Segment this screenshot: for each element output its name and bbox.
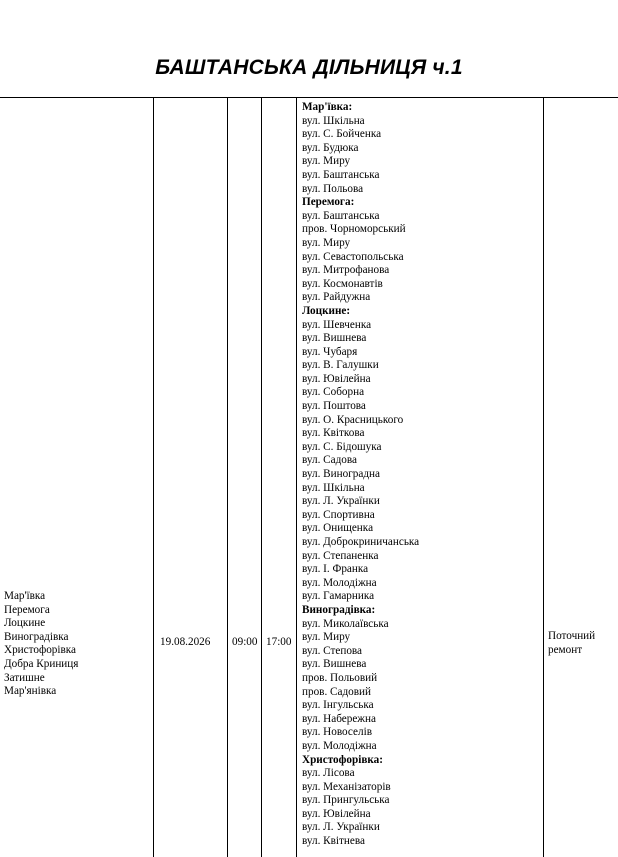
reason-text: Поточний (548, 630, 596, 642)
reason-text: ремонт (548, 644, 583, 656)
street-name: вул. Космонавтів (302, 277, 383, 290)
street-name: пров. Садовий (302, 685, 372, 698)
outage-date: 19.08.2026 (160, 636, 211, 648)
street-name: вул. Механізаторів (302, 780, 391, 793)
street-name: вул. Баштанська (302, 209, 380, 222)
street-name: вул. Митрофанова (302, 264, 390, 277)
settlement-name: Добра Криниця (4, 657, 79, 670)
street-name: вул. Ювілейна (302, 372, 371, 385)
page-title: БАШТАНСЬКА ДІЛЬНИЦЯ ч.1 (155, 56, 463, 79)
street-name: вул. Степова (302, 644, 363, 657)
street-name: вул. Будюка (302, 141, 359, 154)
outage-table (0, 97, 618, 857)
table-top-border (0, 97, 618, 98)
street-name: вул. Польова (302, 182, 364, 195)
street-name: вул. Квіткова (302, 427, 365, 440)
street-name: вул. Шкільна (302, 481, 365, 494)
street-name: вул. Квітнева (302, 835, 365, 848)
column-divider (153, 97, 154, 857)
street-name: вул. І. Франка (302, 563, 369, 576)
street-name: вул. Інгульська (302, 699, 374, 712)
street-name: вул. Виноградна (302, 468, 381, 481)
street-name: вул. Ювілейна (302, 807, 371, 820)
settlement-name: Мар'ївка (4, 590, 46, 602)
street-name: вул. Садова (302, 454, 357, 467)
settlement-heading: Лоцкине: (302, 304, 351, 317)
street-name: вул. Миру (302, 236, 351, 249)
settlement-name: Виноградівка (4, 630, 69, 643)
settlement-heading: Перемога: (302, 196, 355, 209)
street-name: вул. Севастопольська (302, 250, 404, 263)
street-name: вул. Райдужна (302, 291, 371, 304)
street-name: вул. Набережна (302, 712, 376, 725)
street-name: вул. Чубаря (302, 345, 358, 358)
street-name: вул. Новоселів (302, 726, 372, 739)
street-name: вул. Л. Українки (302, 495, 380, 508)
street-name: вул. В. Галушки (302, 359, 379, 372)
start-time: 09:00 (232, 636, 258, 648)
street-name: вул. Гамарника (302, 590, 375, 603)
settlement-name: Мар'янівка (4, 685, 57, 698)
settlement-name: Перемога (4, 603, 50, 616)
street-name: вул. Вишнева (302, 658, 367, 671)
street-name: вул. Шевченка (302, 318, 372, 331)
street-name: вул. Миколаївська (302, 617, 389, 630)
street-name: вул. Лісова (302, 767, 355, 780)
settlement-name: Затишне (4, 671, 45, 684)
street-name: вул. С. Бойченка (302, 128, 382, 141)
street-name: вул. Онищенка (302, 522, 374, 535)
street-name: пров. Чорноморський (302, 223, 406, 236)
settlement-name: Христофорівка (4, 644, 77, 657)
settlement-heading: Виноградівка: (302, 603, 376, 616)
column-divider (543, 97, 544, 857)
street-name: вул. Доброкриничанська (302, 536, 420, 548)
settlement-heading: Христофорівка: (302, 753, 383, 766)
street-name: пров. Польовий (302, 671, 378, 684)
street-name: вул. Прингульська (302, 794, 390, 807)
street-name: вул. Шкільна (302, 114, 365, 127)
column-divider (227, 97, 228, 857)
end-time: 17:00 (266, 636, 292, 648)
street-name: вул. Молодіжна (302, 576, 377, 589)
street-name: вул. Вишнева (302, 332, 367, 345)
street-name: вул. Миру (302, 631, 351, 644)
column-divider (261, 97, 262, 857)
settlement-name: Лоцкине (4, 617, 46, 630)
column-divider (296, 97, 297, 857)
street-name: вул. Л. Українки (302, 821, 380, 834)
street-name: вул. Поштова (302, 400, 366, 413)
street-name: вул. Молодіжна (302, 739, 377, 752)
street-name: вул. О. Красницького (302, 413, 404, 426)
streets-cell (302, 101, 542, 849)
street-name: вул. Степаненка (302, 549, 379, 562)
street-name: вул. Миру (302, 155, 351, 168)
street-name: вул. Баштанська (302, 168, 380, 181)
street-name: вул. С. Бідошука (302, 440, 382, 453)
reason-cell (548, 629, 616, 657)
street-name: вул. Спортивна (302, 508, 375, 521)
settlements-cell (4, 590, 152, 699)
settlement-heading: Мар'ївка: (302, 101, 353, 113)
street-name: вул. Соборна (302, 386, 365, 399)
